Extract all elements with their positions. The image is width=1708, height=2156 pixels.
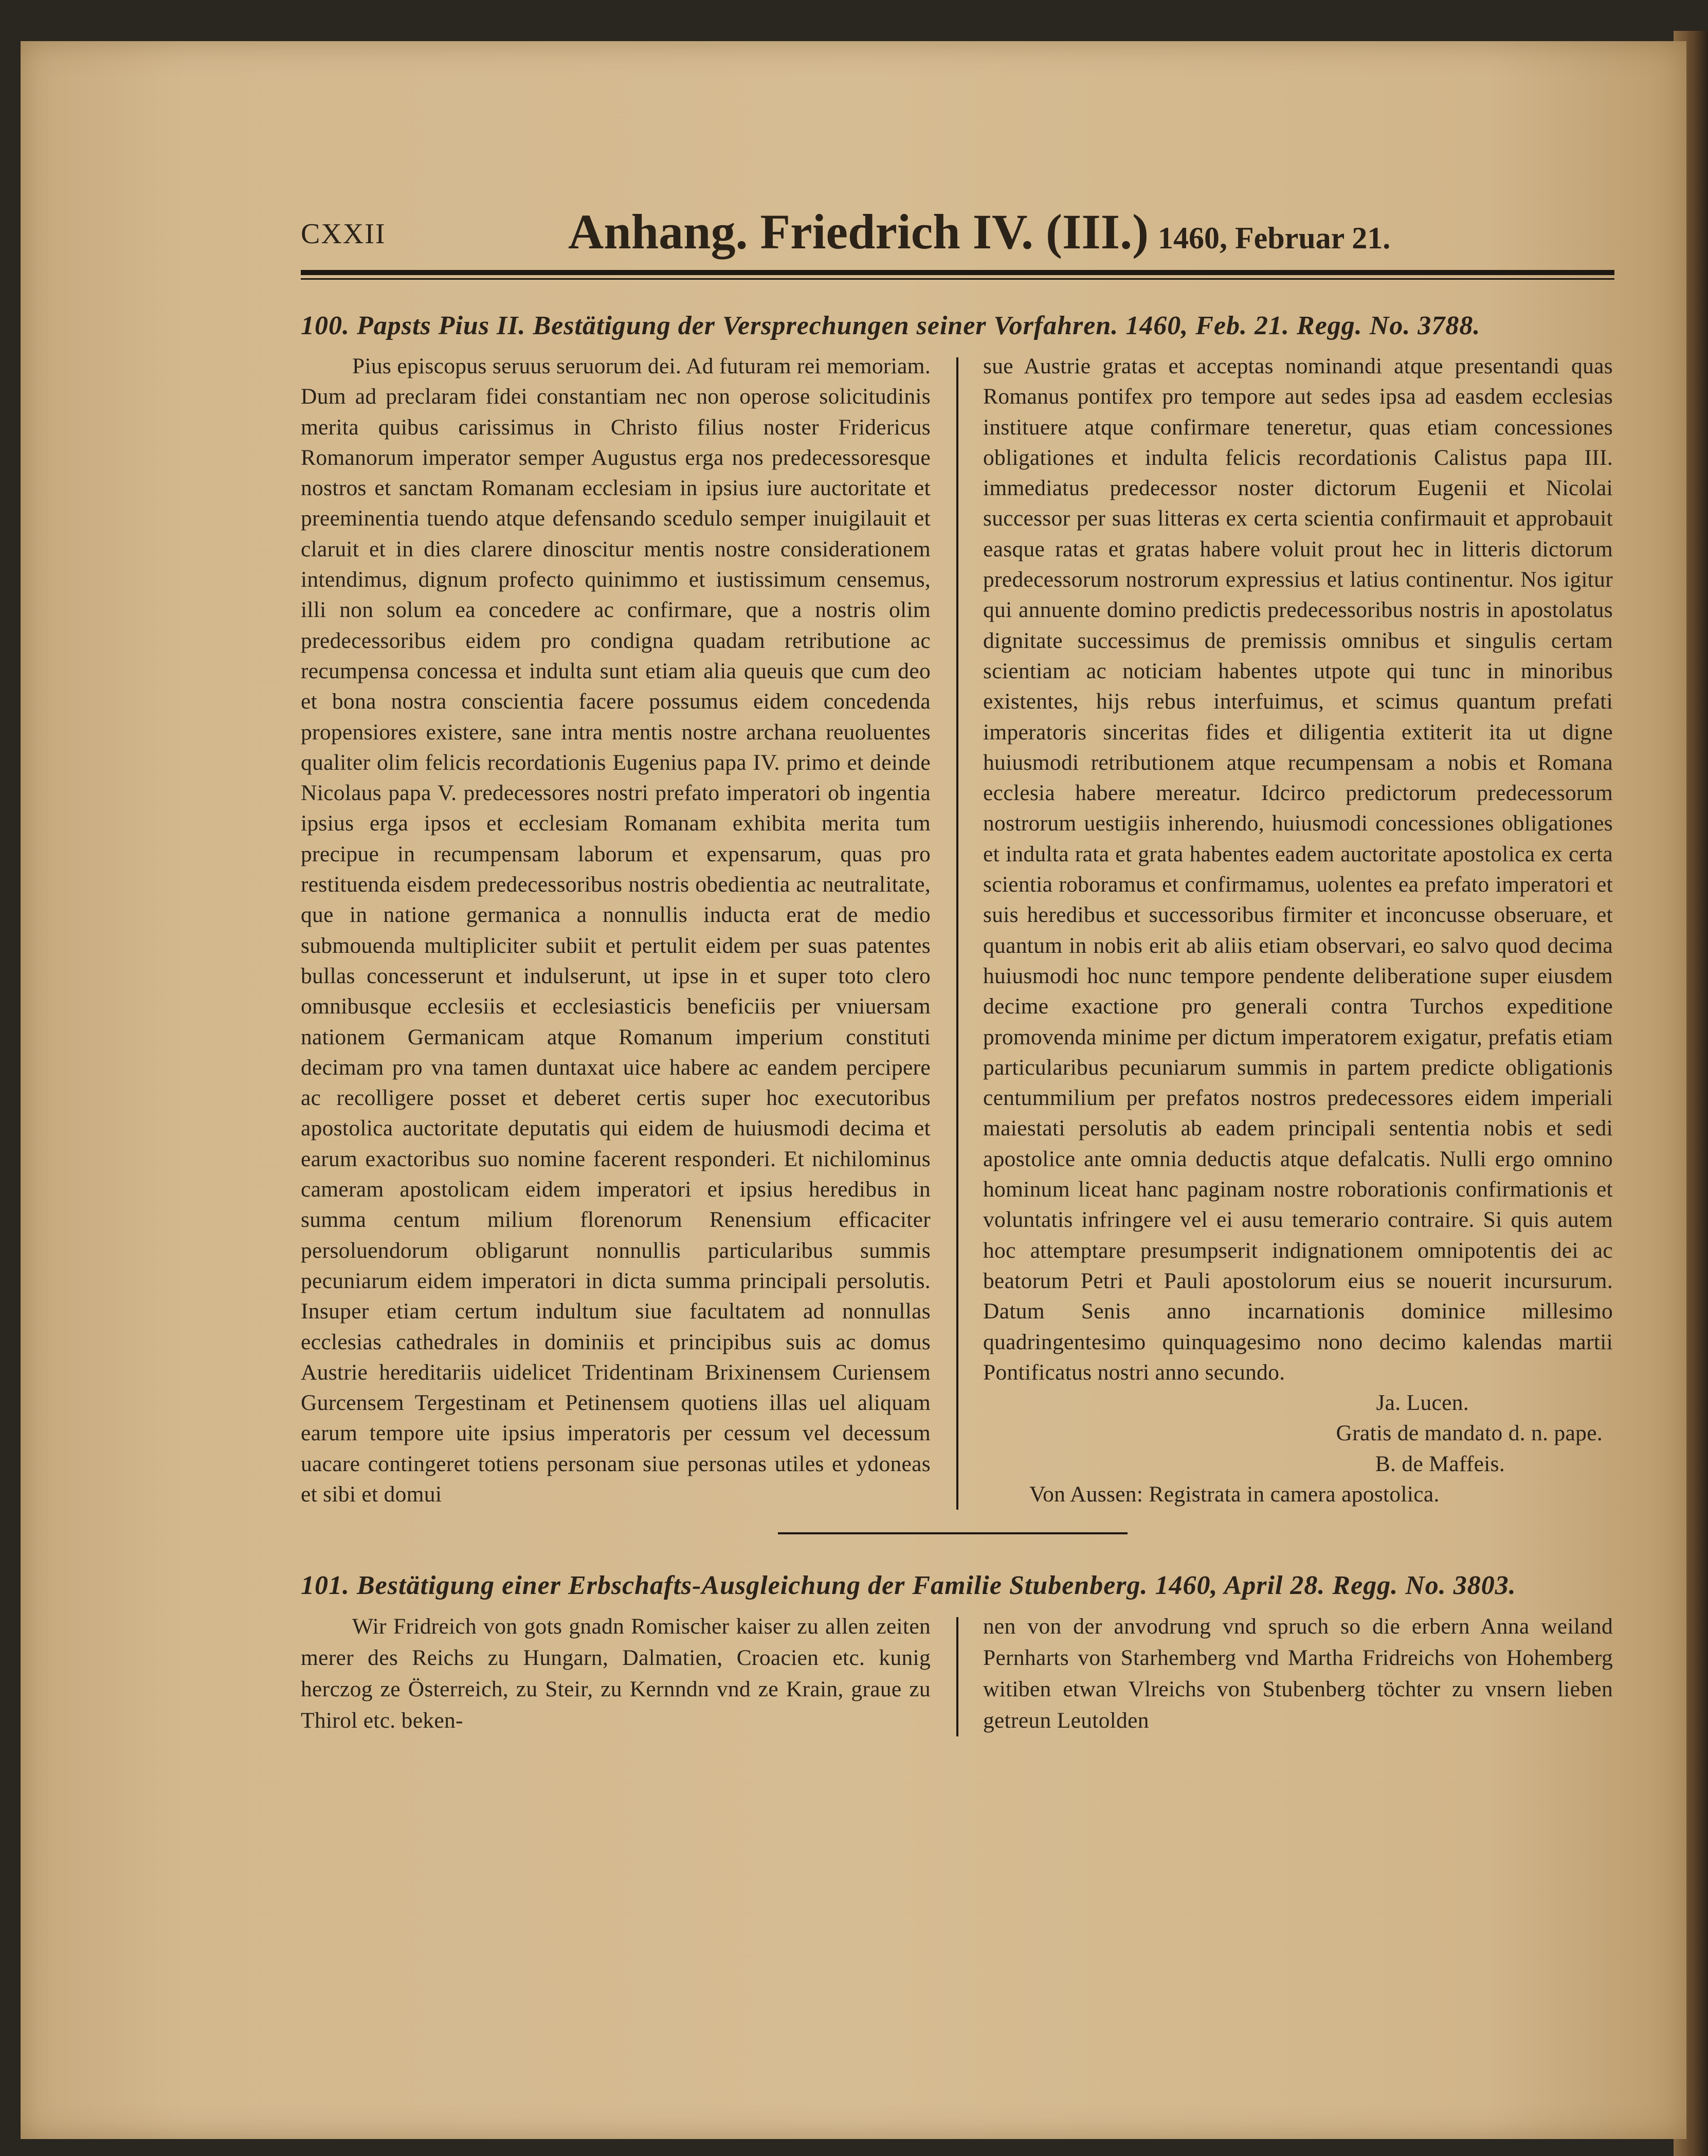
doc101-right-text: nen von der anvodrung vnd spruch so die erbern Anna weiland Pernharts von Starhemberg vnd Martha Fridreichs von Hohemberg witiben etwan Vlreichs von Stubenberg töchter zu vnsern lieben getreun Leutolden xyxy=(983,1614,1613,1733)
running-head xyxy=(301,203,1614,270)
section-separator xyxy=(778,1532,1128,1534)
page-number: CXXII xyxy=(301,218,386,250)
endorsement: Von Aussen: Registrata in camera apostolica. xyxy=(1029,1481,1440,1507)
column-divider xyxy=(956,357,958,1510)
doc100-left-text: Pius episcopus seruus seruorum dei. Ad futuram rei memoriam. Dum ad preclaram fidei constantiam nec non operose solicitudinis merita quibus carissimus in Christo filius noster Fridericus Romanorum imperator semper Augustus erga nos predecessoresque nostros et sanctam Romanam ecclesiam in ipsius iure auctoritate et preeminentia tuendo atque defensando scedulo semper inuigilauit et claruit et in dies clarere dinoscitur mentis nostre considerationem intendimus, dignum profecto quinimmo et iustissimum censemus, illi non solum ea concedere ac confirmare, que a nostris olim predecessoribus eidem pro condigna quadam retributione ac recumpensa concessa et indulta sunt etiam alia queuis que cum deo et bona nostra conscientia facere possumus eidem concedenda propensiores existere, sane intra mentis nostre archana reuoluentes qualiter olim felicis recordationis Eugenius papa IV. primo et deinde Nicolaus papa V. predecessores nostri prefato imperatori ob ingentia ipsius erga ipsos et ecclesiam Romanam exhibita merita tum precipue in recumpensam laborum et expensarum, quas pro restituenda eisdem predecessoribus nostris obedientia ac neutralitate, que in natione germanica a nonnullis inducta erat de medio submouenda multipliciter subiit et pertulit eidem per suas patentes bullas concesserunt et indulserunt, ut ipse in et super toto clero omnibusque ecclesiis et ecclesiasticis beneficiis per vniuersam nationem Germanicam atque Romanum imperium constituti decimam pro vna tamen duntaxat uice habere ac eandem percipere ac recolligere posset et deberet certis super hoc executoribus apostolica auctoritate deputatis qui eidem de huiusmodi decima et earum exactoribus suo nomine facerent responderi. Et nichilominus cameram apostolicam eidem imperatori et ipsius heredibus in summa centum milium florenorum Renensium efficaciter persoluendorum obligarunt nonnullis particularibus summis pecuniarum eidem imperatori in dicta summa principali persolutis. Insuper etiam certum indultum siue facultatem ad nonnullas ecclesias cathedrales in dominiis et principibus suis ac domus Austrie hereditariis uidelicet Tridentinam Brixinensem Curiensem Gurcensem Tergestinam et Petinensem quotiens illas uel aliquam earum tempore uite ipsius imperatoris per cessum vel decessum uacare contingeret totiens personam siue personas utiles et ydoneas et sibi et domui xyxy=(301,354,931,1507)
doc101-left-text: Wir Fridreich von gots gnadn Romischer kaiser zu allen zeiten merer des Reichs zu Hungarn, Dalmatien, Croacien etc. kunig herczog ze Österreich, zu Steir, zu Kernndn vnd ze Krain, graue zu Thirol etc. beken- xyxy=(301,1614,931,1733)
header-rule xyxy=(301,270,1614,280)
doc101-left-column xyxy=(301,1611,931,1736)
doc100-right-column xyxy=(983,351,1613,1510)
doc100-body xyxy=(301,351,1614,1510)
signature-1: Ja. Lucen. xyxy=(1376,1390,1469,1416)
doc101-right-column xyxy=(983,1611,1613,1736)
doc101-body xyxy=(301,1611,1614,1736)
doc101-title: 101. Bestätigung einer Erbschafts-Ausgleichung der Familie Stubenberg. 1460, April 28. Regg. No. 3803. xyxy=(301,1571,1516,1601)
page-content xyxy=(301,203,1614,1736)
running-title-text: Anhang. Friedrich IV. (III.) xyxy=(568,204,1149,259)
running-title xyxy=(568,203,1390,260)
running-date: 1460, Februar 21. xyxy=(1158,221,1391,255)
signature-2: Gratis de mandato d. n. pape. xyxy=(1336,1421,1603,1446)
doc100-right-text: sue Austrie gratas et acceptas nominandi atque presentandi quas Romanus pontifex pro tempore aut sedes ipsa ad easdem ecclesias instituere atque confirmare teneretur, quas etiam concessiones obligationes et indulta felicis recordationis Calistus papa III. immediatus predecessor noster dictorum Eugenii et Nicolai successor per suas litteras ex certa scientia confirmauit et approbauit easque ratas et gratas habere voluit prout hec in litteris dictorum predecessorum nostrorum expressius et latius continentur. Nos igitur qui annuente domino predictis predecessoribus nostris in apostolatus dignitate successimus de premissis omnibus et singulis certam scientiam ac noticiam habentes utpote qui tunc in minoribus existentes, hijs rebus interfuimus, et scimus quantum prefati imperatoris sinceritas fides et diligentia extiterit ita ut digne huiusmodi retributionem atque recumpensam a nobis et Romana ecclesia habere mereatur. Idcirco predictorum predecessorum nostrorum uestigiis inherendo, huiusmodi concessiones obligationes et indulta rata et grata habentes eadem auctoritate apostolica ex certa scientia roboramus et confirmamus, uolentes ea prefato imperatori et suis heredibus et successoribus firmiter et inconcusse obseruare, et quantum in nobis erit ab aliis etiam observari, eo salvo quod decima huiusmodi hoc nunc tempore pendente deliberatione super eiusdem decime exactione pro generali contra Turchos expeditione promovenda minime per dictum imperatorem exigatur, prefatis etiam particularibus pecuniarum summis in partem predicte obligationis centummilium per prefatos nostros predecessores eidem imperiali maiestati persolutis ab eadem principali sententia nobis et sedi apostolice ante omnia deductis atque defalcatis. Nulli ergo omnino hominum liceat hanc paginam nostre roborationis confirmationis et voluntatis infringere vel ei ausu temerario contraire. Si quis autem hoc attemptare presumpserit indignationem omnipotentis dei ac beatorum Petri et Pauli apostolorum eius se nouerit incursurum. Datum Senis anno incarnationis dominice millesimo quadringentesimo quinquagesimo nono decimo kalendas martii Pontificatus nostri anno secundo. xyxy=(983,354,1613,1385)
doc100-left-column xyxy=(301,351,931,1510)
signature-3: B. de Maffeis. xyxy=(1375,1451,1505,1476)
doc100-title: 100. Papsts Pius II. Bestätigung der Versprechungen seiner Vorfahren. 1460, Feb. 21. Regg. No. 3788. xyxy=(301,311,1481,340)
column-divider-2 xyxy=(956,1617,958,1736)
